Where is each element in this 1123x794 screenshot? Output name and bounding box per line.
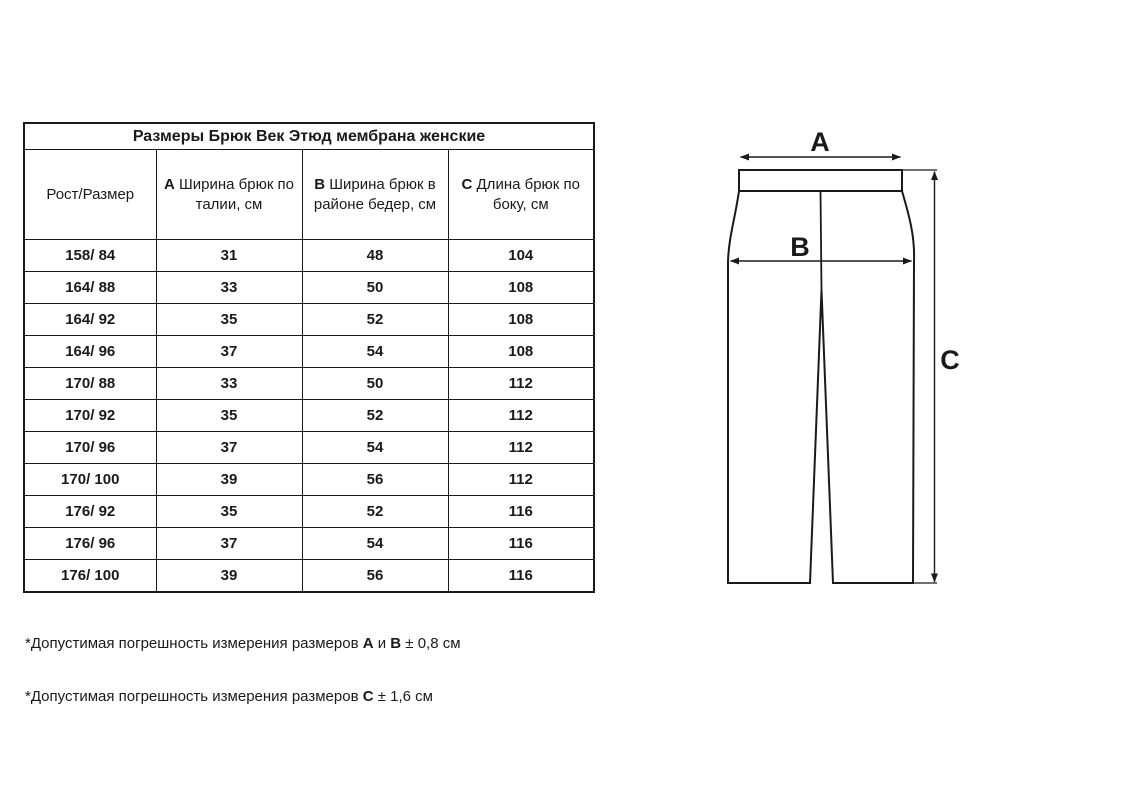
cell-size: 176/ 100 — [24, 560, 156, 593]
cell-c: 112 — [448, 368, 594, 400]
cell-a: 37 — [156, 528, 302, 560]
cell-size: 170/ 96 — [24, 432, 156, 464]
cell-c: 104 — [448, 240, 594, 272]
cell-a: 33 — [156, 272, 302, 304]
column-header-size — [24, 150, 156, 240]
cell-b: 56 — [302, 560, 448, 593]
cell-c: 112 — [448, 464, 594, 496]
cell-a: 39 — [156, 560, 302, 593]
cell-size: 164/ 88 — [24, 272, 156, 304]
pants-diagram — [700, 115, 1000, 615]
column-header-a — [156, 150, 302, 240]
table-row — [24, 304, 594, 336]
cell-a: 37 — [156, 432, 302, 464]
footnote-ab-tolerance — [25, 635, 461, 652]
center-front-seam — [821, 191, 822, 290]
size-table — [23, 122, 595, 593]
dim-letter-c: С — [461, 176, 473, 193]
cell-a: 35 — [156, 304, 302, 336]
column-header-c — [448, 150, 594, 240]
cell-size: 170/ 100 — [24, 464, 156, 496]
cell-b: 56 — [302, 464, 448, 496]
cell-b: 54 — [302, 528, 448, 560]
cell-b: 50 — [302, 272, 448, 304]
cell-a: 31 — [156, 240, 302, 272]
cell-b: 54 — [302, 336, 448, 368]
footnote-c-tolerance — [25, 688, 433, 705]
cell-b: 48 — [302, 240, 448, 272]
waistband — [739, 170, 902, 191]
cell-b: 52 — [302, 304, 448, 336]
footnote-dim-c: С — [362, 688, 374, 705]
cell-b: 52 — [302, 400, 448, 432]
table-row — [24, 272, 594, 304]
column-header-c-label: Длина брюк по боку, см — [472, 176, 580, 213]
column-header-size-label: Рост/Размер — [46, 185, 135, 203]
table-row — [24, 528, 594, 560]
footnote-dim-a: А — [362, 635, 374, 652]
cell-c: 116 — [448, 496, 594, 528]
table-row — [24, 368, 594, 400]
cell-c: 108 — [448, 304, 594, 336]
table-title-row — [24, 123, 594, 150]
cell-c: 112 — [448, 400, 594, 432]
table-row — [24, 240, 594, 272]
cell-a: 33 — [156, 368, 302, 400]
cell-c: 112 — [448, 432, 594, 464]
cell-a: 35 — [156, 400, 302, 432]
cell-size: 170/ 92 — [24, 400, 156, 432]
cell-size: 170/ 88 — [24, 368, 156, 400]
table-row — [24, 496, 594, 528]
table-row — [24, 336, 594, 368]
cell-a: 35 — [156, 496, 302, 528]
footnote-text: *Допустимая погрешность измерения размеров — [25, 635, 363, 652]
footnote-text: ± 1,6 см — [373, 688, 433, 705]
table-header-row — [24, 150, 594, 240]
cell-c: 108 — [448, 336, 594, 368]
cell-c: 116 — [448, 560, 594, 593]
footnote-text: *Допустимая погрешность измерения размеров — [25, 688, 363, 705]
cell-a: 37 — [156, 336, 302, 368]
table-row — [24, 464, 594, 496]
cell-size: 164/ 96 — [24, 336, 156, 368]
table-row — [24, 560, 594, 593]
cell-size: 176/ 92 — [24, 496, 156, 528]
cell-b: 50 — [302, 368, 448, 400]
footnote-text: и — [373, 635, 391, 652]
dim-letter-b: В — [314, 176, 326, 193]
cell-size: 164/ 92 — [24, 304, 156, 336]
dim-label-b: B — [790, 232, 810, 262]
dim-letter-a: А — [163, 176, 175, 193]
footnote-dim-b: В — [390, 635, 402, 652]
column-header-b-label: Ширина брюк в районе бедер, см — [313, 176, 437, 213]
cell-a: 39 — [156, 464, 302, 496]
cell-size: 158/ 84 — [24, 240, 156, 272]
dim-label-a: A — [810, 127, 830, 157]
cell-b: 52 — [302, 496, 448, 528]
cell-c: 108 — [448, 272, 594, 304]
table-title: Размеры Брюк Век Этюд мембрана женские — [24, 123, 594, 150]
cell-b: 54 — [302, 432, 448, 464]
column-header-a-label: Ширина брюк по талии, см — [174, 176, 295, 213]
dim-label-c: C — [940, 345, 960, 375]
column-header-b — [302, 150, 448, 240]
cell-size: 176/ 96 — [24, 528, 156, 560]
cell-c: 116 — [448, 528, 594, 560]
footnote-text: ± 0,8 см — [401, 635, 461, 652]
table-row — [24, 400, 594, 432]
table-row — [24, 432, 594, 464]
